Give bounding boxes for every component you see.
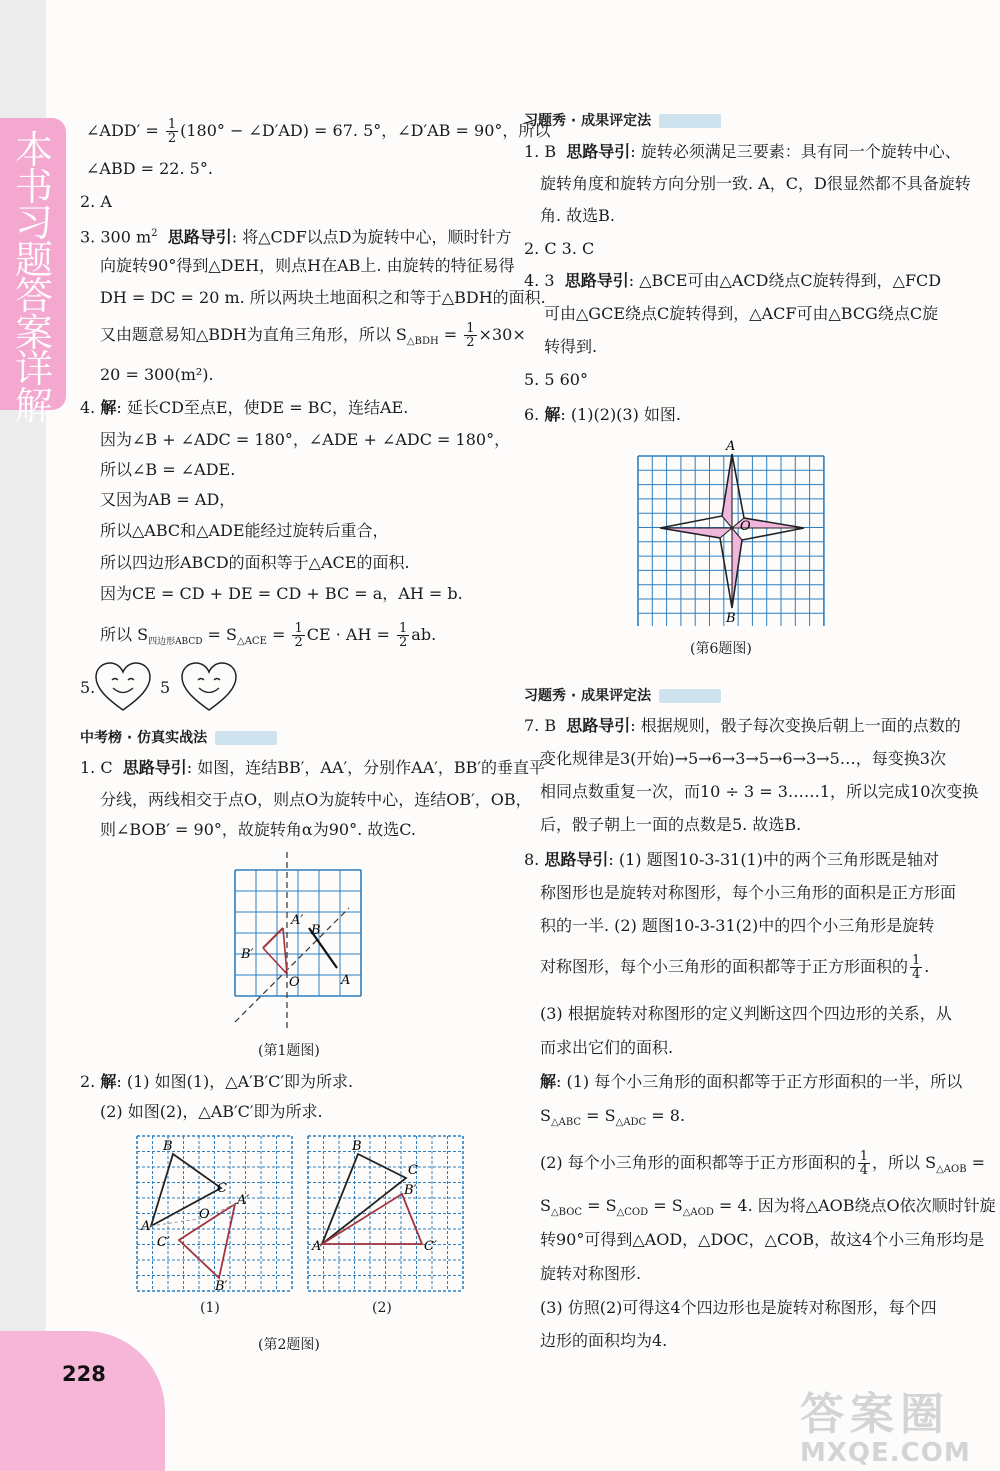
right-solution-1: 解: (1) 每个小三角形的面积都等于正方形面积的一半，所以 xyxy=(540,1072,963,1091)
right-solution-5: 转90°可得到△AOD，△DOC，△COB，故这4个小三角形均是 xyxy=(540,1230,985,1249)
left-m1: 1. C 思路导引: 如图，连结BB′，AA′，分别作AA′，BB′的垂直平 xyxy=(80,758,546,777)
right-q1-line-3: 角. 故选B. xyxy=(540,206,616,225)
label-b: B xyxy=(726,611,736,626)
right-q1: 1. B 思路导引: 旋转必须满足三要素：具有同一个旋转中心、 xyxy=(524,142,961,161)
triangle-ab1c1 xyxy=(322,1194,422,1244)
right-q8: 8. 思路导引: (1) 题图10-3-31(1)中的两个三角形既是轴对 xyxy=(524,850,939,869)
right-q2-q3: 2. C 3. C xyxy=(524,239,595,258)
label-b-prime: B′ xyxy=(241,947,254,962)
label-b-prime: B′ xyxy=(215,1279,228,1294)
left-q4: 4. 解: 延长CD至点E，使DE = BC，连结AE. xyxy=(80,398,409,417)
right-q4: 4. 3 思路导引: △BCE可由△ACD绕点C旋转得到，△FCD xyxy=(524,271,942,290)
label-b: B xyxy=(311,923,321,938)
segment-a1-b1 xyxy=(263,928,283,948)
left-q4-line-4: 又因为AB = AD， xyxy=(100,490,236,509)
right-solution-6: 旋转对称图形. xyxy=(540,1264,642,1283)
left-q4-line-6: 所以四边形ABCD的面积等于△ACE的面积. xyxy=(100,553,410,572)
fraction: $\frac{1}{2}$ xyxy=(294,621,303,650)
right-q1-line-2: 旋转角度和旋转方向分别一致. A，C，D很显然都不具备旋转 xyxy=(540,174,971,193)
right-q8-line-2: 称图形也是旋转对称图形，每个小三角形的面积是正方形面 xyxy=(540,883,957,902)
watermark-logo-text: 答案圈 xyxy=(800,1389,950,1440)
label-c: C xyxy=(408,1163,418,1178)
figure-2-sub-2: (2) xyxy=(372,1300,392,1316)
left-q4-line-7: 因为CE = CD + DE = CD + BC = a，AH = b. xyxy=(100,584,463,603)
heart-smile-icon xyxy=(178,660,240,714)
left-m1-line-2: 分线，两线相交于点O，则点O为旋转中心，连结OB′，OB， xyxy=(100,790,532,809)
left-q4-line-5: 所以△ABC和△ADE能经过旋转后重合， xyxy=(100,521,389,540)
watermark-url: MXQE.COM xyxy=(800,1438,971,1468)
fraction: $\frac{1}{4}$ xyxy=(912,953,921,982)
right-q8-line-5: (3) 根据旋转对称图形的定义判断这四个四边形的关系，从 xyxy=(540,1004,952,1023)
label-a: A xyxy=(312,1239,322,1254)
right-q6: 6. 解: (1)(2)(3) 如图. xyxy=(524,405,682,424)
right-solution-7: (3) 仿照(2)可得这4个四边形也是旋转对称图形，每个四 xyxy=(540,1298,937,1317)
label-a-prime: A′ xyxy=(237,1193,250,1208)
left-m2: 2. 解: (1) 如图(1)，△A′B′C′即为所求. xyxy=(80,1072,354,1091)
label-o: O xyxy=(199,1207,210,1222)
left-line-2: ∠ABD = 22. 5°. xyxy=(86,159,213,178)
label-b-prime: B′ xyxy=(404,1183,417,1198)
figure-6-caption: (第6题图) xyxy=(690,641,752,657)
fraction: $\frac{1}{2}$ xyxy=(167,117,177,146)
figure-6 xyxy=(636,436,828,626)
left-q3-line-5: 20 = 300(m²). xyxy=(100,365,214,384)
figure-1 xyxy=(225,850,365,1030)
watermark xyxy=(800,1378,971,1468)
label-a: A xyxy=(141,1219,151,1234)
page-number: 228 xyxy=(62,1362,106,1386)
right-q7-line-2: 变化规律是3(开始)→5→6→3→5→6→3→5…，每变换3次 xyxy=(540,749,946,768)
left-answer-2: 2. A xyxy=(80,192,112,211)
segment-a1-o xyxy=(283,928,287,974)
right-q4-line-2: 可由△GCE绕点C旋转得到，△ACF可由△BCG绕点C旋 xyxy=(544,304,939,323)
right-solution-3: (2) 每个小三角形的面积都等于正方形面积的 $\frac{1}{4}$ ，所以 $S_{\triangle AOB}$ = xyxy=(540,1149,986,1178)
left-q3-line-4: 又由题意易知△BDH为直角三角形，所以 $S_{\triangle BDH}$ = $\frac{1}{2}$ ×30× xyxy=(100,321,526,350)
section-heading-xitixiu-1: 习题秀 · 成果评定法 xyxy=(524,110,721,130)
fraction: $\frac{1}{2}$ xyxy=(399,621,408,650)
right-q8-line-4: 对称图形，每个小三角形的面积都等于正方形面积的 $\frac{1}{4}$ . xyxy=(540,953,930,982)
grid xyxy=(308,1136,463,1291)
label-b: B xyxy=(163,1139,173,1154)
left-q5-number: 5. xyxy=(80,678,96,697)
label-c: C xyxy=(217,1181,227,1196)
section-heading-zhongkao: 中考榜 · 仿真实战法 xyxy=(80,727,277,747)
label-c-prime: C′ xyxy=(157,1235,170,1250)
label-o: O xyxy=(289,975,300,990)
right-solution-4: $S_{\triangle BOC} = S_{\triangle COD} = S_{\triangle AOD} = 4$. 因为将△AOB绕点O依次顺时针旋 xyxy=(540,1196,996,1219)
left-q3-line-3: DH = DC = 20 m. 所以两块土地面积之和等于△BDH的面积. xyxy=(100,288,546,307)
right-q8-line-3: 积的一半. (2) 题图10-3-31(2)中的四个小三角形是旋转 xyxy=(540,916,935,935)
figure-2-part-2 xyxy=(306,1134,464,1298)
section-heading-xitixiu-2: 习题秀 · 成果评定法 xyxy=(524,685,721,705)
label-o: O xyxy=(740,519,751,534)
right-q7-line-3: 相同点数重复一次，而10 ÷ 3 = 3……1，所以完成10次变换 xyxy=(540,782,979,801)
right-q7-line-4: 后，骰子朝上一面的点数是5. 故选B. xyxy=(540,815,802,834)
heart-smile-icon xyxy=(92,660,154,714)
left-q3: 3. 300 $m^2$ 思路导引: 将△CDF以点D为旋转中心，顺时针方 xyxy=(80,227,512,247)
right-q8-line-6: 而求出它们的面积. xyxy=(540,1038,674,1057)
fraction: $\frac{1}{4}$ xyxy=(859,1149,869,1178)
segment-b1-o xyxy=(263,948,287,974)
figure-2-sub-1: (1) xyxy=(200,1300,220,1316)
left-line-1: ∠ADD′ = $\frac{1}{2}$ (180° − ∠D′AD) = 67. 5°，∠D′AB = 90°，所以 xyxy=(86,117,551,146)
left-m2-line-2: (2) 如图(2)，△AB′C′即为所求. xyxy=(100,1102,323,1121)
left-q4-line-8: 所以 $S_{四边形ABCD} = S_{\triangle ACE}$ = $\frac{1}{2}$ CE · AH = $\frac{1}{2}$ ab. xyxy=(100,621,437,650)
page-corner xyxy=(0,1331,165,1471)
label-a-prime: A′ xyxy=(291,913,304,928)
left-q3-line-2: 向旋转90°得到△DEH，则点H在AB上. 由旋转的特征易得 xyxy=(100,256,515,275)
left-q4-line-2: 因为∠B + ∠ADC = 180°，∠ADE + ∠ADC = 180°， xyxy=(100,430,511,449)
fraction: $\frac{1}{2}$ xyxy=(466,321,475,350)
right-solution-8: 边形的面积均为4. xyxy=(540,1331,668,1350)
label-c-prime: C′ xyxy=(424,1239,437,1254)
right-q7: 7. B 思路导引: 根据规则，骰子每次变换后朝上一面的点数的 xyxy=(524,716,961,735)
left-m1-line-3: 则∠BOB′ = 90°，故旋转角α为90°. 故选C. xyxy=(100,820,417,839)
left-q5-value: 5 xyxy=(160,678,171,697)
right-q5: 5. 5 60° xyxy=(524,370,588,389)
label-a: A xyxy=(726,439,736,454)
figure-2-caption: (第2题图) xyxy=(258,1337,320,1353)
side-tab xyxy=(0,118,66,428)
side-tab-text: 本书习题答案详解 xyxy=(14,128,53,428)
figure-2-part-1 xyxy=(135,1134,293,1298)
figure-1-caption: (第1题图) xyxy=(258,1043,320,1059)
right-solution-2: $S_{\triangle ABC} = S_{\triangle ADC} = 8$. xyxy=(540,1106,686,1129)
right-q4-line-3: 转得到. xyxy=(544,337,598,356)
left-q4-line-3: 所以∠B = ∠ADE. xyxy=(100,460,236,479)
grid xyxy=(137,1136,292,1291)
label-a: A xyxy=(341,973,351,988)
label-b: B xyxy=(352,1139,362,1154)
